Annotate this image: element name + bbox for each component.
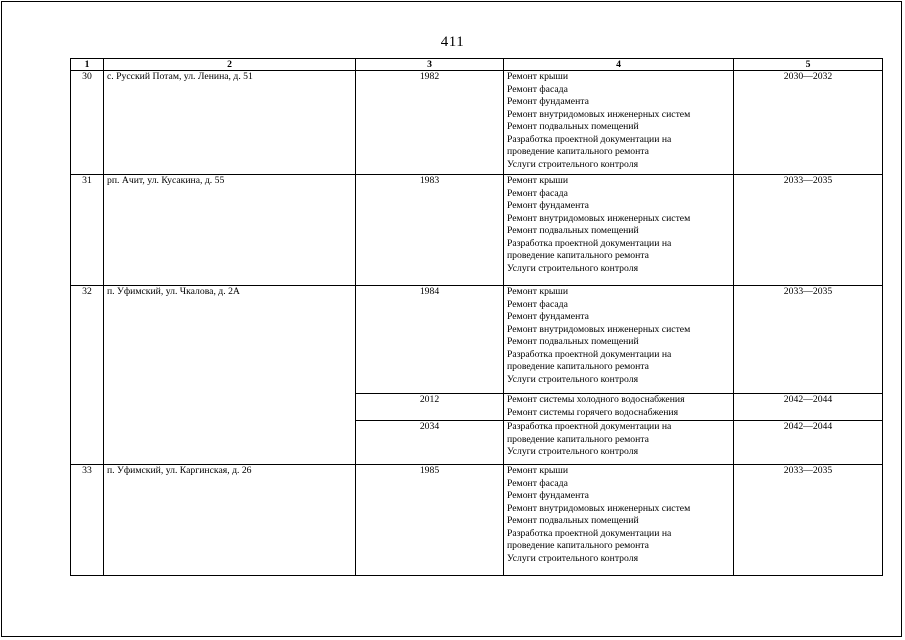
year-cell: 1985: [356, 465, 504, 576]
work-item: Ремонт фундамента: [507, 311, 589, 322]
column-header: 3: [356, 59, 504, 71]
year-cell: 1984: [356, 286, 504, 394]
period-cell: 2030—2032: [734, 71, 883, 175]
work-item: проведение капитального ремонта: [507, 250, 649, 261]
work-item: Услуги строительного контроля: [507, 446, 639, 457]
work-item: Ремонт системы холодного водоснабжения: [507, 394, 685, 405]
page-number: 411: [440, 34, 465, 50]
work-item: Ремонт крыши: [507, 465, 569, 476]
address-cell: с. Русский Потам, ул. Ленина, д. 51: [104, 71, 356, 175]
work-item: Ремонт крыши: [507, 286, 569, 297]
work-item: Ремонт системы горячего водоснабжения: [507, 406, 679, 418]
address-cell: рп. Ачит, ул. Кусакина, д. 55: [104, 175, 356, 286]
works-cell: [504, 394, 734, 421]
work-item: Разработка проектной документации на: [507, 527, 672, 539]
work-item: Услуги строительного контроля: [507, 373, 639, 385]
period-cell: 2042—2044: [734, 421, 883, 465]
period-cell: 2033—2035: [734, 286, 883, 394]
works-cell: [504, 286, 734, 394]
period-cell: 2033—2035: [734, 175, 883, 286]
work-item: Разработка проектной документации на: [507, 421, 672, 432]
work-item: Ремонт внутридомовых инженерных систем: [507, 502, 691, 514]
row-number: 32: [71, 286, 104, 465]
column-header: 4: [504, 59, 734, 71]
work-item: Услуги строительного контроля: [507, 158, 639, 170]
address-cell: п. Уфимский, ул. Чкалова, д. 2А: [104, 286, 356, 465]
work-item: Ремонт фундамента: [507, 200, 589, 211]
work-item: Ремонт фасада: [507, 187, 568, 199]
works-cell: [504, 421, 734, 465]
year-cell: 2012: [356, 394, 504, 421]
work-item: Ремонт фундамента: [507, 96, 589, 107]
year-cell: 1982: [356, 71, 504, 175]
work-item: Ремонт крыши: [507, 71, 569, 82]
year-cell: 2034: [356, 421, 504, 465]
row-number: 30: [71, 71, 104, 175]
table-row: [71, 71, 883, 175]
work-item: Ремонт фасада: [507, 83, 568, 95]
period-cell: 2042—2044: [734, 394, 883, 421]
work-item: Ремонт внутридомовых инженерных систем: [507, 323, 691, 335]
work-item: Разработка проектной документации на: [507, 133, 672, 145]
work-item: Ремонт внутридомовых инженерных систем: [507, 108, 691, 120]
row-number: 31: [71, 175, 104, 286]
row-number: 33: [71, 465, 104, 576]
header-row: [71, 59, 883, 71]
column-header: 2: [104, 59, 356, 71]
work-item: Услуги строительного контроля: [507, 262, 639, 274]
work-item: проведение капитального ремонта: [507, 146, 649, 157]
work-item: Ремонт подвальных помещений: [507, 515, 639, 526]
work-item: Ремонт крыши: [507, 175, 569, 186]
works-cell: [504, 71, 734, 175]
work-item: Ремонт фасада: [507, 298, 568, 310]
table-body: [71, 71, 883, 576]
works-cell: [504, 175, 734, 286]
work-item: Ремонт подвальных помещений: [507, 336, 639, 347]
table-row: [71, 286, 883, 394]
repair-schedule-table: [70, 58, 883, 576]
work-item: проведение капитального ремонта: [507, 361, 649, 372]
address-cell: п. Уфимский, ул. Каргинская, д. 26: [104, 465, 356, 576]
works-cell: [504, 465, 734, 576]
period-cell: 2033—2035: [734, 465, 883, 576]
work-item: Ремонт внутридомовых инженерных систем: [507, 212, 691, 224]
work-item: Ремонт фасада: [507, 477, 568, 489]
work-item: Ремонт подвальных помещений: [507, 225, 639, 236]
work-item: проведение капитального ремонта: [507, 433, 649, 445]
column-header: 1: [71, 59, 104, 71]
column-header: 5: [734, 59, 883, 71]
table-row: [71, 465, 883, 576]
table-row: [71, 175, 883, 286]
work-item: Ремонт подвальных помещений: [507, 121, 639, 132]
work-item: проведение капитального ремонта: [507, 540, 649, 551]
year-cell: 1983: [356, 175, 504, 286]
work-item: Разработка проектной документации на: [507, 237, 672, 249]
work-item: Разработка проектной документации на: [507, 348, 672, 360]
work-item: Услуги строительного контроля: [507, 552, 639, 564]
work-item: Ремонт фундамента: [507, 490, 589, 501]
